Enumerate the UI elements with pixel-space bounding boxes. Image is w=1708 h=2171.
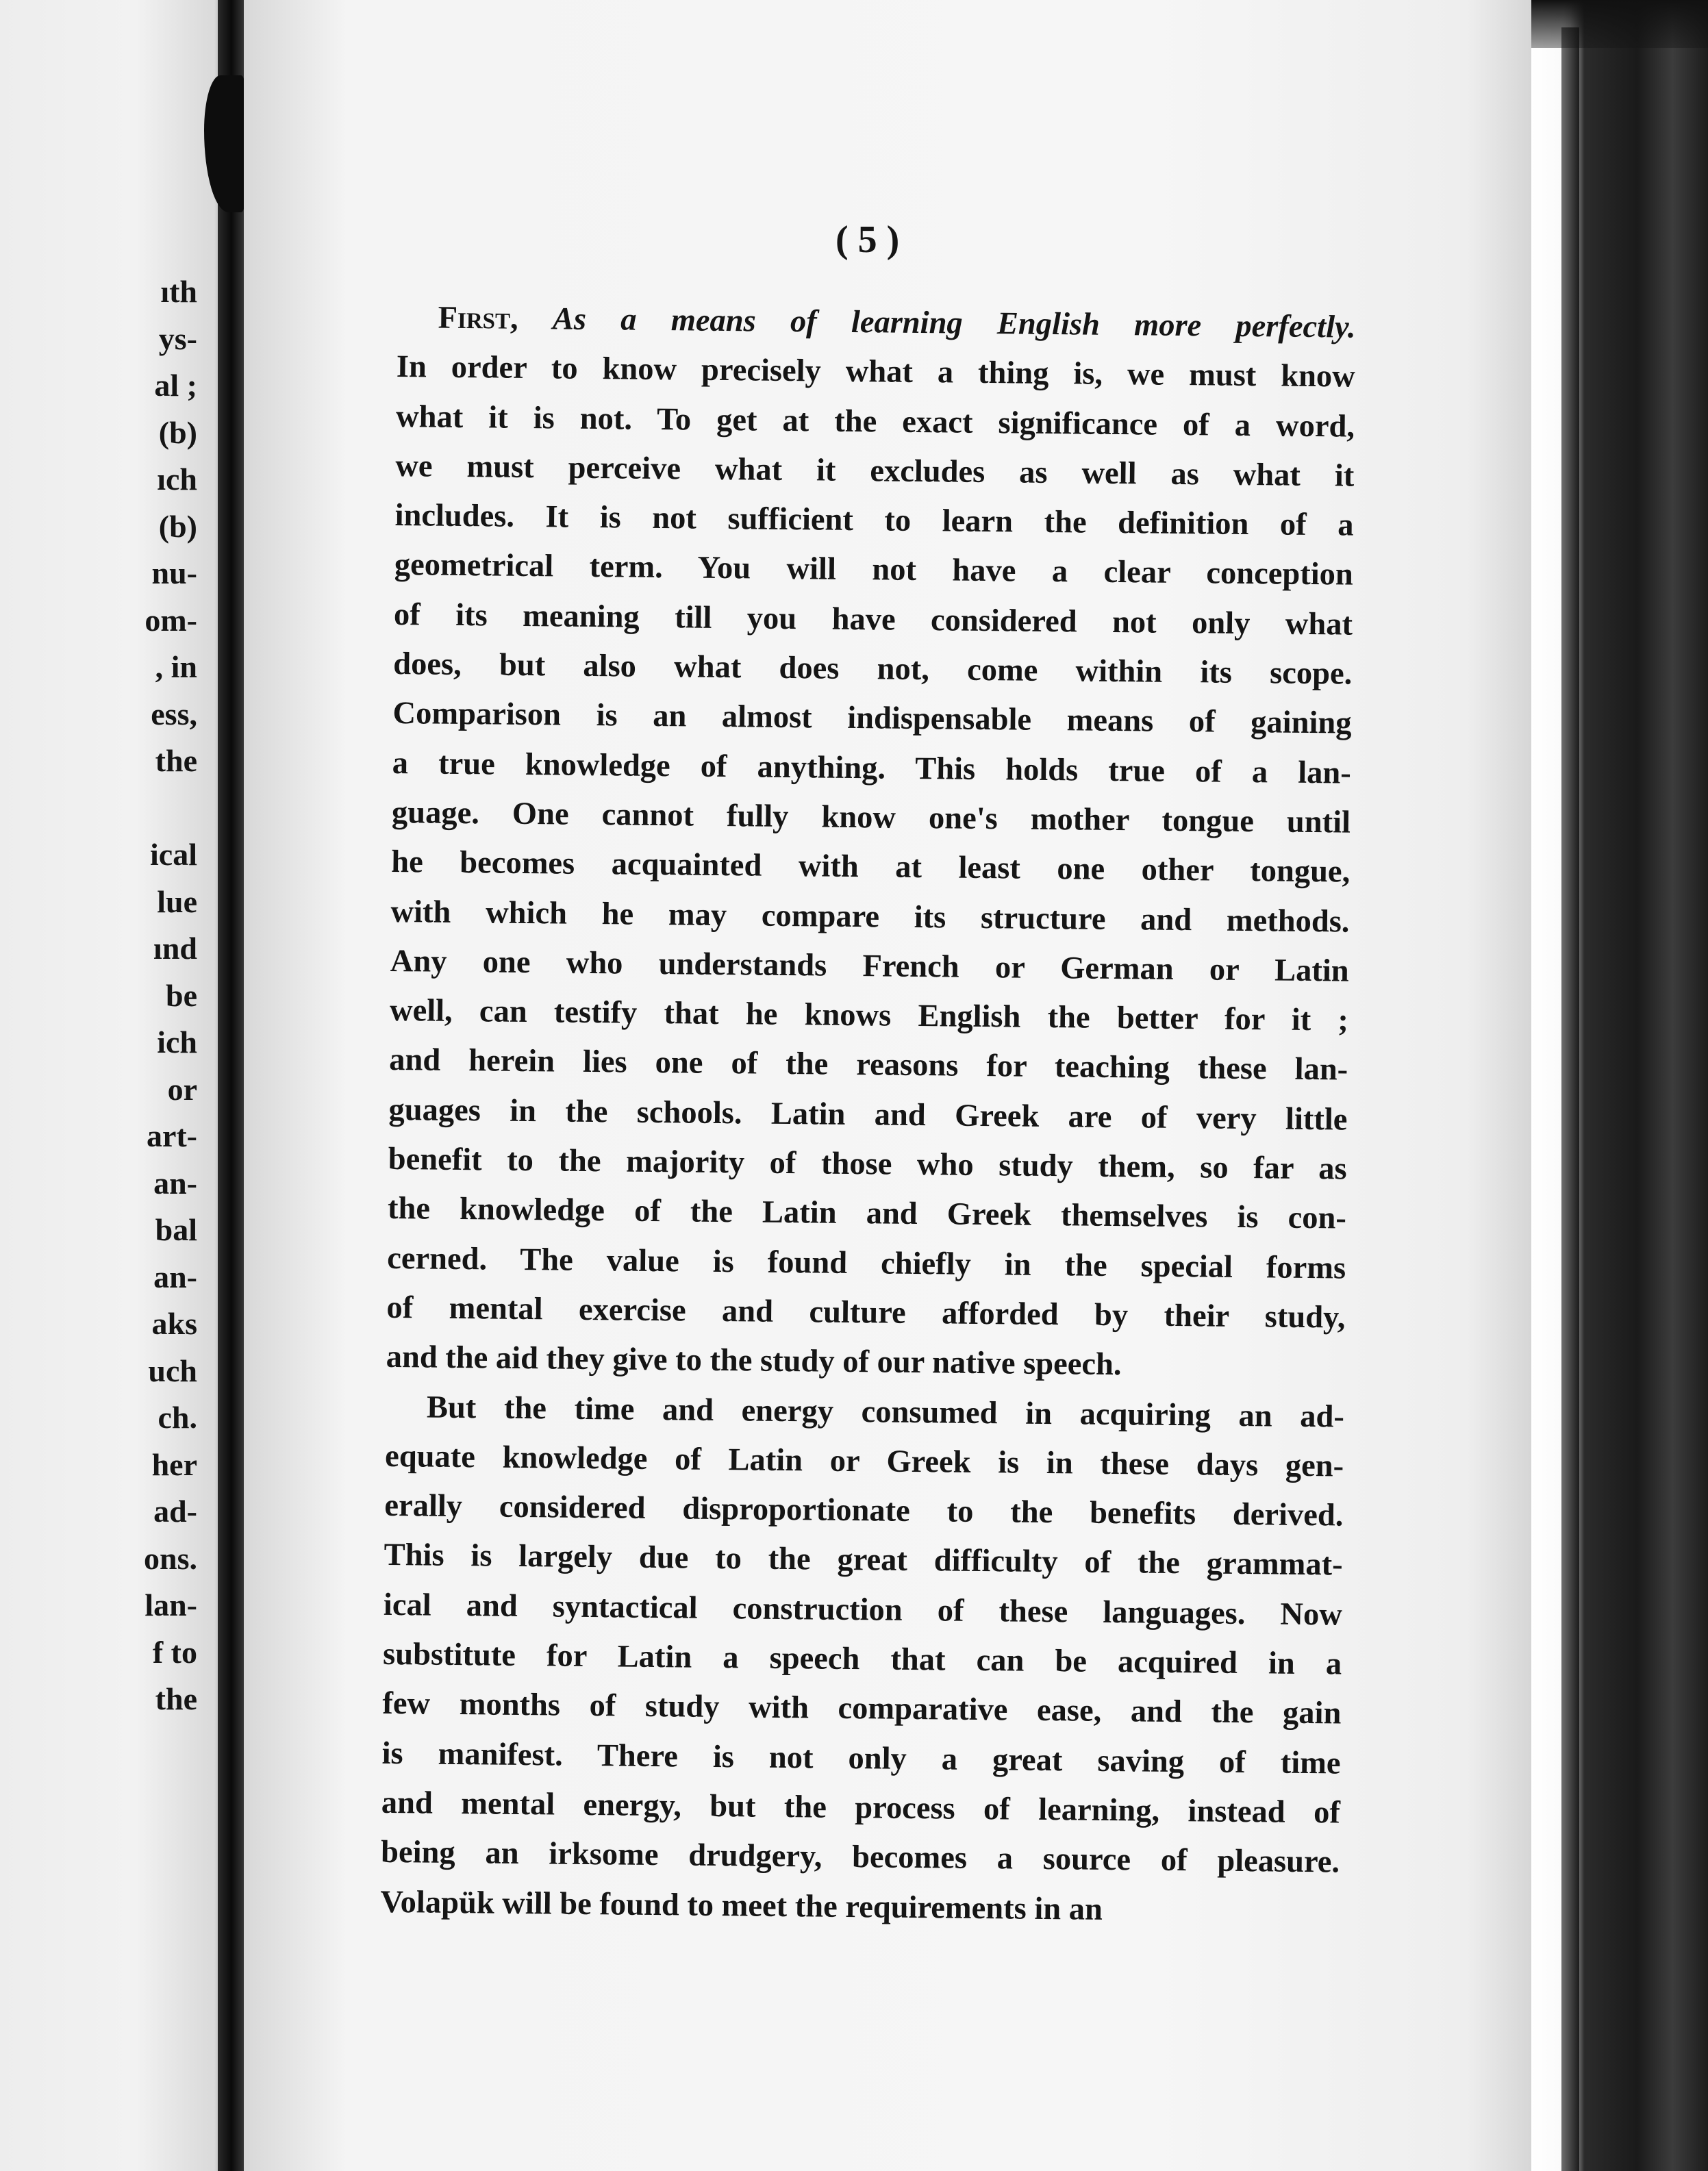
left-page-fragment: the xyxy=(155,743,197,778)
text-line: ical and syntactical construction of these languages. Now xyxy=(383,1587,1343,1633)
text-line: what it is not. To get at the exact significance of a word, xyxy=(395,399,1355,444)
left-page-fragment: the xyxy=(155,1681,197,1716)
left-page-fragment: f to xyxy=(152,1634,197,1670)
text-line: guages in the schools. Latin and Greek are of very little xyxy=(388,1092,1348,1138)
left-page-fragment: om- xyxy=(145,602,197,638)
left-page-fragment: or xyxy=(167,1071,197,1107)
left-page-fragment: ess, xyxy=(151,696,197,731)
left-page-fragment: ıch xyxy=(157,462,197,497)
left-page-fragment: aks xyxy=(151,1306,197,1341)
text-line: equate knowledge of Latin or Greek is in these days gen- xyxy=(384,1438,1344,1484)
paragraph-2 xyxy=(380,1382,1344,1937)
section-heading-italic: As a means of learning English more perfectly. xyxy=(552,301,1356,345)
text-line: does, but also what does not, come within its scope. xyxy=(393,647,1353,692)
text-line: includes. It is not sufficient to learn the definition of a xyxy=(394,498,1354,543)
text-line: of its meaning till you have considered not only what xyxy=(393,597,1353,642)
text-line: Any one who understands French or German or Latin xyxy=(390,943,1349,989)
text-line: well, can testify that he knows English the better for it ; xyxy=(389,993,1349,1038)
text-line: few months of study with comparative ease, and the gain xyxy=(382,1686,1342,1731)
left-page-fragment: ch. xyxy=(158,1400,197,1435)
binding-strip xyxy=(1561,27,1579,2171)
left-page-fragment: art- xyxy=(146,1118,197,1153)
left-page-fragment: ich xyxy=(157,1025,197,1059)
left-page-text-fragments xyxy=(0,268,205,1723)
text-line: a true knowledge of anything. This holds true of a lan- xyxy=(392,745,1352,791)
text-line: cerned. The value is found chiefly in the special forms xyxy=(386,1240,1346,1286)
text-line: erally considered disproportionate to the benefits derived. xyxy=(384,1488,1344,1533)
left-page-fragment: (b) xyxy=(158,508,197,544)
text-line: Volapük will be found to meet the requirements in an xyxy=(380,1884,1103,1927)
left-page-fragment: (b) xyxy=(158,414,197,450)
left-page-fragment: an- xyxy=(153,1259,197,1294)
left-page-fragment: bal xyxy=(155,1212,197,1247)
text-line: of mental exercise and culture afforded by their study, xyxy=(386,1290,1346,1335)
left-page-fragment: lan- xyxy=(145,1588,197,1622)
page-number: ( 5 ) xyxy=(836,218,900,261)
left-page-fragment: be xyxy=(166,977,197,1013)
text-line: guage. One cannot fully know one's mother tongue until xyxy=(391,794,1351,840)
left-page-fragment: an- xyxy=(153,1165,197,1201)
text-line: and mental energy, but the process of learning, instead of xyxy=(381,1785,1341,1831)
left-facing-page xyxy=(0,0,226,2171)
text-line: he becomes acquainted with at least one other tongue, xyxy=(391,844,1351,890)
left-page-fragment: ical xyxy=(150,837,197,872)
left-page-fragment: ıth xyxy=(160,274,197,309)
text-line: This is largely due to the great difficulty of the grammat- xyxy=(384,1538,1343,1583)
left-page-fragment: uch xyxy=(148,1353,197,1388)
text-line: the knowledge of the Latin and Greek themselves is con- xyxy=(387,1191,1347,1236)
text-line: geometrical term. You will not have a clear conception xyxy=(394,547,1354,593)
left-page-fragment: lue xyxy=(157,883,197,919)
book-gutter xyxy=(218,0,245,2171)
text-line: In order to know precisely what a thing is, we must know xyxy=(396,349,1356,394)
left-page-fragment xyxy=(0,785,205,832)
text-line: substitute for Latin a speech that can be acquired in a xyxy=(382,1636,1342,1682)
left-page-fragment: ons. xyxy=(144,1540,197,1576)
text-line: we must perceive what it excludes as well as what it xyxy=(395,448,1355,494)
left-page-fragment: , in xyxy=(155,649,197,684)
left-page-fragment: al ; xyxy=(154,368,197,403)
first-word: First, xyxy=(438,300,518,336)
left-page-fragment: ınd xyxy=(153,931,197,966)
text-line: and herein lies one of the reasons for teaching these lan- xyxy=(389,1042,1348,1088)
text-line: being an irksome drudgery, becomes a source of pleasure. xyxy=(380,1835,1340,1880)
book-fore-edge xyxy=(1531,0,1708,2171)
text-line: and the aid they give to the study of our native speech. xyxy=(386,1340,1122,1383)
text-line: is manifest. There is not only a great saving of time xyxy=(381,1735,1341,1781)
left-page-fragment: ad- xyxy=(153,1494,197,1529)
top-edge-shadow xyxy=(1531,0,1708,48)
left-page-fragment: ys- xyxy=(158,321,197,356)
paragraph-1 xyxy=(386,342,1355,1392)
text-line: Comparison is an almost indispensable means of gaining xyxy=(392,696,1352,742)
page-body xyxy=(380,293,1356,1937)
left-page-fragment: nu- xyxy=(151,555,197,590)
text-line: But the time and energy consumed in acquiring an ad- xyxy=(426,1390,1345,1435)
text-line: with which he may compare its structure and methods. xyxy=(390,894,1350,940)
text-line: benefit to the majority of those who study them, so far as xyxy=(388,1141,1347,1187)
left-page-fragment: her xyxy=(151,1446,197,1482)
